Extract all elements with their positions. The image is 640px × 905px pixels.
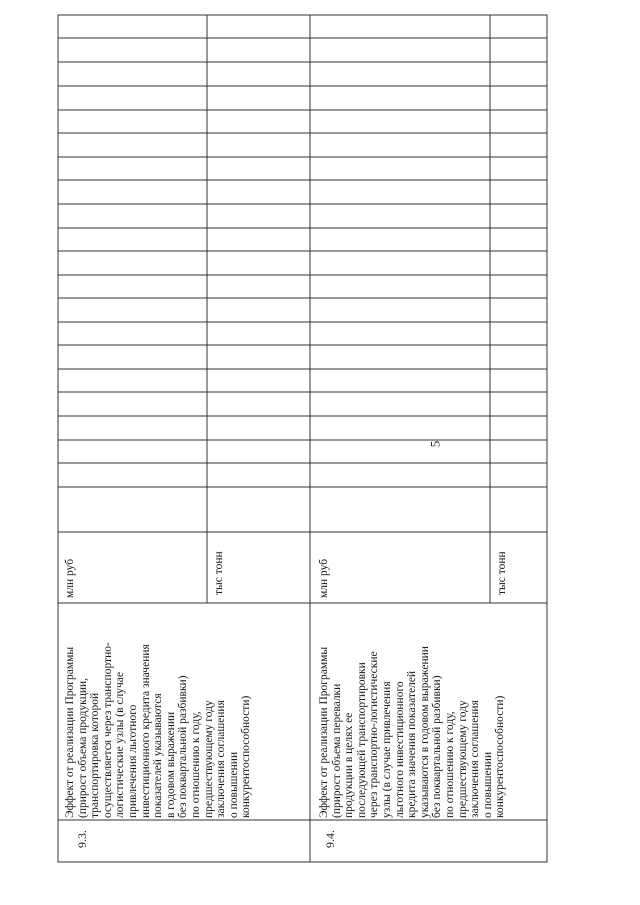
unit-mln-rub-9-3: млн руб: [64, 558, 76, 598]
row-description-9-3: Эффект от реализации Программы (прирост объема продукции, транспортировка которой осуществляется через транспортно- логистические узлы (в случае привлечения льготного инвестиционного кредита значения показателей указываются в годовом выражении без поквартальной разбивки) по отношению к году, предшествующему году заключения соглашения о повышении конкурентоспособности): [64, 642, 253, 818]
row-number-9-4: 9.4.: [323, 830, 337, 848]
unit-ths-ton-9-3: тыс тонн: [213, 551, 225, 595]
row-number-9-3: 9.3.: [75, 830, 89, 848]
unit-mln-rub-9-4: млн руб: [318, 558, 330, 598]
value-column-lines: [58, 38, 547, 487]
page-number: 5: [427, 440, 443, 448]
row-description-9-4: Эффект от реализации Программы (прирост объема перевалки продукции в целях ее последующей транспортировки через транспортно-логистические узлы (в случае привлечения льготного инвестиционного кредита значения показателей указываются в годовом выражении без поквартальной разбивки) по отношению к году, предшествующему году заключения соглашения о повышении конкурентоспособности): [318, 646, 507, 818]
unit-ths-ton-9-4: тыс тонн: [496, 551, 508, 595]
